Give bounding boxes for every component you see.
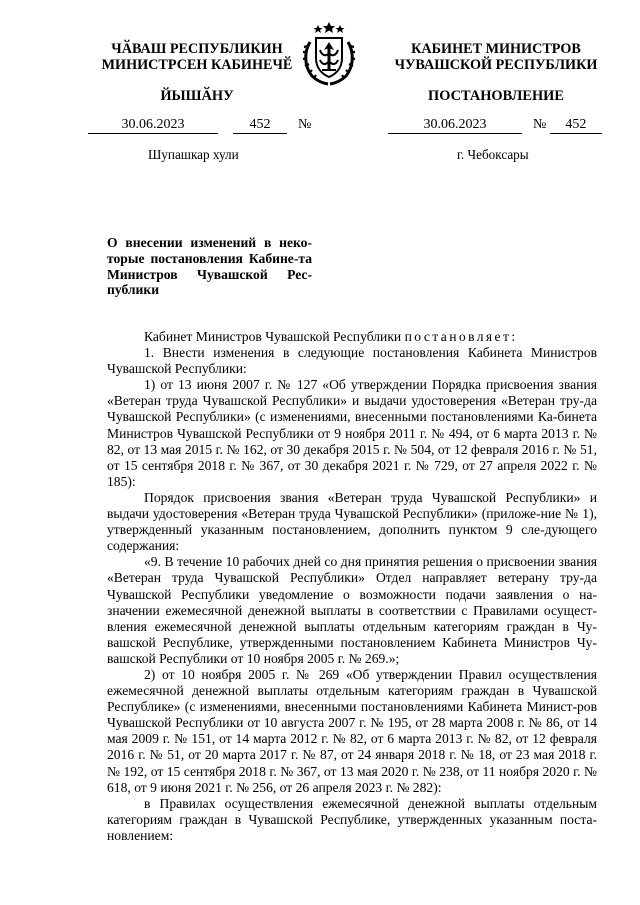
left-date-number-row <box>88 117 311 135</box>
left-place: Шупашкар хули <box>148 147 239 162</box>
header-right-organization <box>380 41 612 73</box>
paragraph-2: 1) от 13 июня 2007 г. № 127 «Об утверждении Порядка присвоения звания «Ветеран труда Чувашской Республики» и выдачи удостоверения «Ветеран тру-да Чувашской Республики» (с изменениями, внесенными постановлениями Ка-бинета Министров Чувашской Республики от 9 ноября 2011 г. № 494, от 6 марта 2013 г. № 82, от 13 мая 2015 г. № 162, от 30 декабря 2015 г. № 504, от 12 февраля 2016 г. № 51, от 15 сентября 2018 г. № 367, от 30 декабря 2021 г. № 729, от 27 апреля 2022 г. № 185): <box>107 377 597 489</box>
intro-paragraph <box>107 329 597 345</box>
paragraph-1: 1. Внести изменения в следующие постановления Кабинета Министров Чувашской Республики: <box>107 345 597 377</box>
header-left-organization <box>86 41 308 73</box>
header-left-doc-type: ЙЫШӐНУ <box>160 88 234 104</box>
right-date-number-row <box>388 117 602 135</box>
intro-verb: постановляет: <box>404 329 518 344</box>
right-date-field: 30.06.2023 <box>388 117 522 134</box>
header-right-line1: КАБИНЕТ МИНИСТРОВ <box>411 41 581 57</box>
header-left-line2: МИНИСТРСЕН КАБИНЕЧӖ <box>101 57 293 73</box>
document-body <box>107 329 597 844</box>
header-left-line1: ЧӐВАШ РЕСПУБЛИКИН <box>111 41 283 57</box>
right-number-sign: № <box>533 117 547 132</box>
header-right-line2: ЧУВАШСКОЙ РЕСПУБЛИКИ <box>394 57 598 73</box>
left-number-field: 452 <box>233 117 287 134</box>
left-date-field: 30.06.2023 <box>88 117 218 134</box>
header-right-doc-type: ПОСТАНОВЛЕНИЕ <box>428 88 564 104</box>
right-number-field: 452 <box>550 117 602 134</box>
left-number-sign: № <box>298 117 312 132</box>
paragraph-5: 2) от 10 ноября 2005 г. № 269 «Об утверждении Правил осуществления ежемесячной денежной выплаты отдельным категориям граждан в Чувашской Республике» (с изменениями, внесенными постановлениями Кабинета Минист-ров Чувашской Республики от 10 августа 2007 г. № 195, от 28 марта 2008 г. № 86, от 14 мая 2009 г. № 151, от 14 марта 2012 г. № 82, от 6 марта 2013 г. № 82, от 12 февраля 2016 г. № 51, от 20 марта 2017 г. № 87, от 24 января 2018 г. № 18, от 23 мая 2018 г. № 192, от 15 сентября 2018 г. № 367, от 13 мая 2020 г. № 238, от 11 ноября 2020 г. № 618, от 9 июня 2021 г. № 256, от 26 апреля 2023 г. № 282): <box>107 666 597 795</box>
document-title: О внесении изменений в неко-торые постановления Кабине-та Министров Чувашской Рес-публики <box>107 235 312 298</box>
paragraph-6: в Правилах осуществления ежемесячной денежной выплаты отдельным категориям граждан в Чувашской Республике, утвержденных указанным поста-новлением: <box>107 795 597 843</box>
paragraph-4: «9. В течение 10 рабочих дней со дня принятия решения о присвоении звания «Ветеран труда Чувашской Республики» Отдел направляет ветерану тру-да Чувашской Республики уведомление о возможности подачи заявления о на-значении ежемесячной денежной выплаты в соответствии с Правилами осущест-вления ежемесячной денежной выплаты отдельным категориям граждан в Чу-вашской Республике, утвержденными постановлением Кабинета Министров Чу-вашской Республики от 10 ноября 2005 г. № 269.»; <box>107 554 597 666</box>
paragraph-3: Порядок присвоения звания «Ветеран труда Чувашской Республики» и выдачи удостоверения «Ветеран труда Чувашской Республики» (приложе-ние № 1), утвержденный указанным постановлением, дополнить пунктом 9 сле-дующего содержания: <box>107 489 597 554</box>
chuvash-coat-of-arms-icon <box>300 20 358 86</box>
right-place: г. Чебоксары <box>457 147 529 162</box>
intro-text: Кабинет Министров Чувашской Республики <box>144 329 405 344</box>
